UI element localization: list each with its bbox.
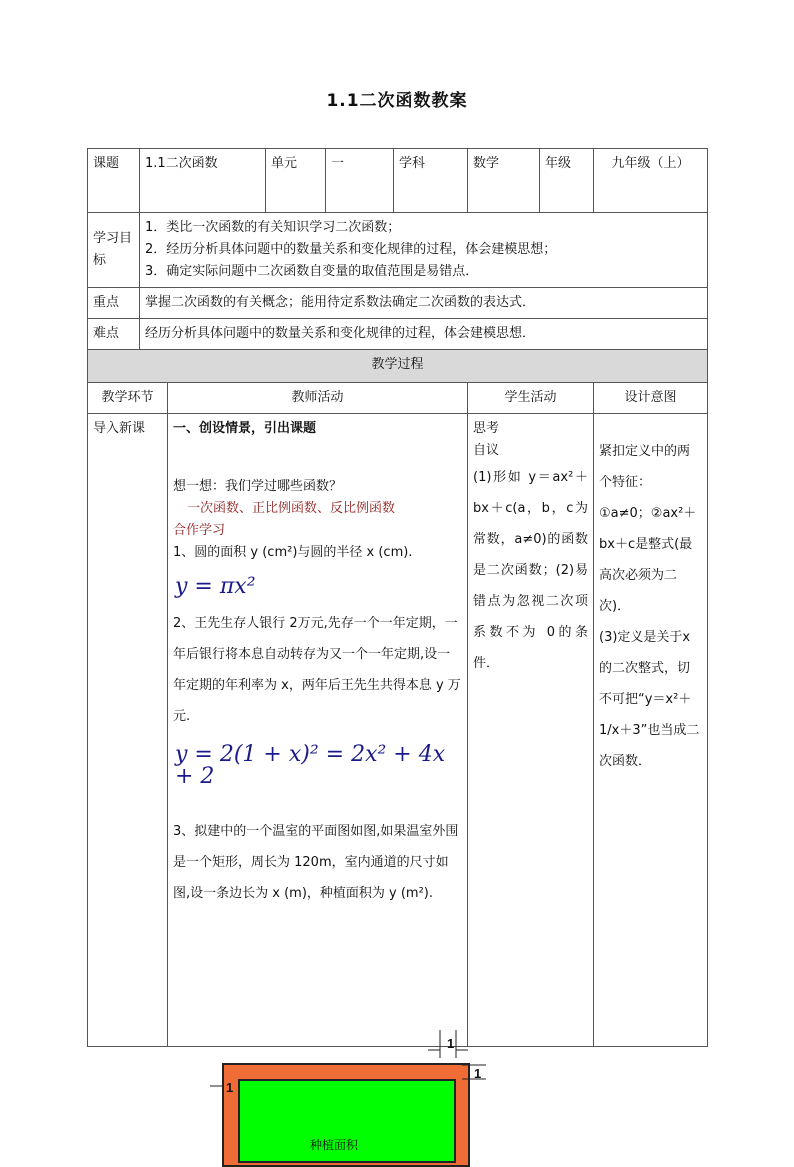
lesson-plan-table [87, 148, 708, 1047]
objective-item: 2．经历分析具体问题中的数量关系和变化规律的过程，体会建模思想； [145, 242, 557, 257]
process-title: 教学过程 [88, 350, 708, 383]
objective-item: 3．确定实际问题中二次函数自变量的取值范围是易错点． [145, 264, 479, 279]
formula-1: y = πx² [175, 574, 256, 599]
greenhouse-diagram [200, 1030, 500, 1152]
student-text: (1)形如 y＝ax²＋bx＋c(a，b，c为常数，a≠0)的函数是二次函数；(2)易错点为忽视二次项系数不为 0的条件． [473, 470, 588, 671]
student-activity [468, 414, 594, 1047]
question-2: 2、王先生存人银行 2万元,先存一个一年定期，一年后银行将本息自动转存为又一个一年定期,设一年定期的年利率为 x，两年后王先生共得本息 y 万元. [173, 616, 461, 724]
dimension-lines [200, 1030, 500, 1123]
question-1: 1、圆的面积 y (cm²)与圆的半径 x (cm). [173, 545, 413, 560]
student-self: 自议 [473, 443, 500, 458]
teacher-question: 想一想：我们学过哪些函数？ [173, 479, 343, 494]
subject-value: 数学 [468, 149, 540, 213]
planting-area-label: 种植面积 [310, 1138, 359, 1152]
coop-label: 合作学习 [173, 523, 226, 538]
intro-row [88, 414, 708, 1047]
column-header: 学生活动 [468, 383, 594, 414]
key-point-row [88, 288, 708, 319]
subject-label: 学科 [394, 149, 468, 213]
design-intent [594, 414, 708, 1047]
column-header: 设计意图 [594, 383, 708, 414]
difficulty-label: 难点 [88, 319, 140, 350]
objectives-list [140, 213, 708, 288]
dimension-top: 1 [447, 1036, 455, 1051]
stage-label: 导入新课 [88, 414, 168, 1047]
design-p1: 紧扣定义中的两个特征：①a≠0；②ax²＋bx＋c是整式(最高次必须为二次)． [599, 444, 697, 614]
difficulty-value: 经历分析具体问题中的数量关系和变化规律的过程，体会建模思想． [140, 319, 708, 350]
column-header: 教学环节 [88, 383, 168, 414]
design-p2: (3)定义是关于x的二次整式，切不可把“y＝x²＋1/x＋3”也当成二次函数． [599, 630, 700, 769]
dimension-left: 1 [226, 1080, 234, 1095]
unit-value: 一 [326, 149, 394, 213]
grade-value: 九年级（上） [594, 149, 708, 213]
grade-label: 年级 [540, 149, 594, 213]
objective-item: 1．类比一次函数的有关知识学习二次函数； [145, 220, 401, 235]
teacher-activity [168, 414, 468, 1047]
key-point-label: 重点 [88, 288, 140, 319]
document-title: 1.1二次函数教案 [326, 91, 468, 111]
teacher-heading: 一、创设情景，引出课题 [173, 421, 317, 436]
course-label: 课题 [88, 149, 140, 213]
key-point-value: 掌握二次函数的有关概念；能用待定系数法确定二次函数的表达式． [140, 288, 708, 319]
column-header: 教师活动 [168, 383, 468, 414]
header-row [88, 149, 708, 213]
dimension-right: 1 [474, 1066, 482, 1081]
column-header-row [88, 383, 708, 414]
teacher-answer: 一次函数、正比例函数、反比例函数 [187, 501, 396, 516]
question-3: 3、拟建中的一个温室的平面图如图,如果温室外围是一个矩形，周长为 120m，室内通道的尺寸如图,设一条边长为 x (m)，种植面积为 y (m²). [173, 824, 459, 901]
unit-label: 单元 [266, 149, 326, 213]
difficulty-row [88, 319, 708, 350]
process-title-row [88, 350, 708, 383]
course-value: 1.1二次函数 [140, 149, 266, 213]
student-think: 思考 [473, 421, 500, 436]
objectives-label: 学习目标 [88, 213, 140, 288]
objectives-row [88, 213, 708, 288]
formula-2: y = 2(1 + x)² = 2x² + 4x + 2 [175, 742, 446, 789]
